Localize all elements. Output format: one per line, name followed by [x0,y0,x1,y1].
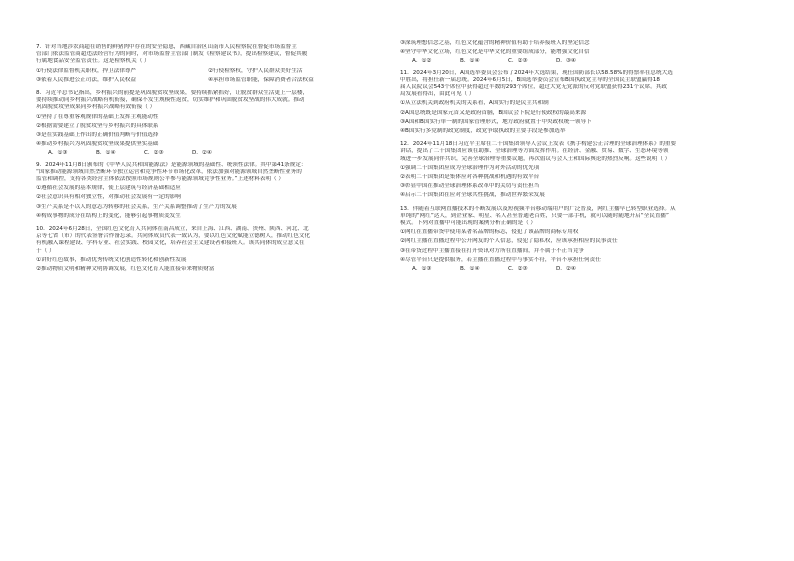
question-stem-line: 有机融入课程建设、学科专业、社会实践、校园文化，培养社会主义建设者和接班人。该共同体的成立意义在 [36,240,305,247]
question-stem-line: 届人民院议会543个席位中获得超过半数的293个席位，超过大党无党派的反对党联盟获得231个议席。其政 [400,84,667,91]
answer-choice[interactable]: D．③④ [556,58,576,65]
statement-option: ③生产关系是不以人的意志为转移的社会关系，生产关系调整推动了生产力的发展 [36,203,237,210]
statement-option: ③彰显中国在推动全球治理体系改革中的关切与责任担当 [400,183,540,190]
statement-option: ④B国实行多党制的政党制度，政党争取执政的主要手段是参加选举 [400,128,566,135]
answer-choices [36,150,391,157]
answer-choices [400,266,755,273]
question-stem-line: 行属地食品安全监管责任。这是检察机关（ ） [36,58,150,65]
right-column [400,40,755,273]
question-stem-line: 局发展看得出，由此可见（ ） [400,91,475,98]
question-stem-line: 11．2024年3月20日，A国选举委员会公布了2024年大选结果，现任国防部长以58.58%的得票率在总统大选 [400,69,673,76]
statement-option: ③是在实践基础上作出的正确价值判断与价值选择 [36,132,159,139]
answer-choice[interactable]: C．②③ [144,150,164,157]
question-stem-line: 巩固脱贫攻坚成果同乡村振兴战略有效衔接（ ） [36,104,156,111]
answer-choice[interactable]: C．②③ [508,58,528,65]
statement-option: ②A国总统既是国家元首又是政府首脑，B国议会下院是行使政权的最高来源 [400,109,587,116]
statement-option: ③依着人民推进公正司法，维护人民权益 [36,76,137,83]
answer-choices [400,58,755,65]
statement-option: ①讲好红色故事，推动优秀传统文化创造性转化和创新性发展 [36,256,187,263]
question-stem-line: 京等七省（市）的代表签署合作备忘录。共同体成员代表一致认为，要以红色文化赋能立德树人，推动红色文化 [36,233,311,240]
statement-option-row [36,77,391,84]
statement-option: ②表明二十国集团是集体应对各种挑战和机遇的有效平台 [400,174,540,181]
question-stem-line: 12．2024年11月18日习近平主席在二十国集团领导人会议上发表《携手构建公正合理的全球治理体系》的重要 [400,141,677,148]
statement-option: ①从立法机关到政府机关的关系看，A国实行的是民主共和制 [400,100,549,107]
statement-option: ④坚守中华文化立场，红色文化是中华文化的重要组成部分，能增强文化自信 [400,49,590,56]
question-stem-line: 于（ ） [36,247,55,254]
statement-option: ④尽管平台只是提供服务，若主播在直播过程中与事实不符，平台不承担任何责任 [400,256,601,263]
question-stem-line: 模式。下列对直播中可能出现的案例分析正确的是（ ） [400,220,537,227]
question-stem-line: 中胜出，将担任新一届总统。2024年6月5日，B国选举委员会宣布B国执政党主导的全国民主联盟赢得18 [400,76,660,83]
statement-option: ③在带货过程中主播直接在打开资讯对方所在直播间，并不属于不正当竞争 [400,247,585,254]
question-stem-line: 10．2024年6月28日，全国红色文化育人共同体在南昌成立，来自上海、江西、湖南、贵州、陕西、河北、北 [36,226,309,233]
question-stem-line: “国家推动能源领域自然垄断环节独立运营和竞争性环节市场化改革，依法加强对能源领域自然垄断性业务的 [36,168,302,175]
answer-choice[interactable]: A．①③ [412,266,432,273]
left-column [36,40,391,275]
answer-choice[interactable]: B．①④ [460,58,480,65]
statement-option: ④推动乡村振兴为巩固脱贫攻坚成果提供坚实基础 [36,141,159,148]
question-stem-line: 9．2024年11月8日颁布的《中华人民共和国能源法》是能源领域的基础性、统领性法律。其中第41条规定： [36,161,307,168]
statement-option: ①网红在直播带货中使用某著名品牌的标志，侵犯了该品牌的商标专用权 [400,229,579,236]
question-stem-line: 域进一步发展同伴共识，完善全球治理等重要议题，再次倡议与会人士和国际舆论的热烈反响。这些说明（ ） [400,155,671,162]
statement-option: ②网红主播在直播过程中公开网友的个人信息，侵犯了隐私权，应该承担相应的民事责任 [400,238,618,245]
statement-option-row [36,68,391,75]
statement-option: ②行使检察权，守护人民群众美好生活 [208,67,303,74]
statement-option: ①行使法律监督机关职权，捍卫法律尊严 [36,67,137,74]
answer-choice[interactable]: B．①④ [460,266,480,273]
statement-option: ③深筑理想信念之基，红色文化蕴含的精神价值有助于培养接班人的坚定信念 [400,40,590,46]
statement-option: ②推动物质文明和精神文明协调发展，红色文化育人能直接带来物质财富 [36,266,215,273]
statement-option: ②社会意识具有相对独立性，对推动社会发展有一定的影响 [36,194,181,201]
answer-choice[interactable]: A．①② [412,58,432,65]
statement-option: ④构成事物的成分在结构上的变化，能够引起事物质変发生 [36,212,181,219]
question-stem-line: 7．针对当地涉农商超在销售的鲜猪肉中存在的安全隐患，西藏自治区山南市人民检察院在督促市场监督主 [36,44,297,50]
question-stem-line: 讲话，提出了二十国集团应该在助推、全球治理等方面发挥作用。在经济、金融、贸易、数字、生态环境等领 [400,148,669,155]
option-spacer [36,273,391,275]
answer-choice[interactable]: B．①④ [96,150,116,157]
statement-option: ①坚持了在尊重客观规律的基础上发挥主观能动性 [36,113,159,120]
question-stem-line: 监管和调控，支持各类经营主体依法按照市场规则公平参与能源领域竞争性业务。”上述材料表明（ ） [36,176,285,183]
statement-option: ①强调二十国集团应成为全球治理作为对外活动的优先项 [400,164,540,171]
statement-option: ④启示二十国集团在应对全球共性挑战，推动世界繁荣发展 [400,192,545,199]
answer-choice[interactable]: A．①③ [48,150,68,157]
statement-option: ④承担市场监管职能，保障消费者合法权益 [208,76,314,83]
answer-choice[interactable]: D．②④ [556,266,576,273]
statement-option: ②根据需要建立了脱贫攻坚与乡村振兴的具体联系 [36,122,159,129]
question-stem-line: 要持续推动同乡村振兴战略有机衔接，确保不发生规模性返贫，切实维护和巩固脱贫攻坚战的伟大成就。推动 [36,97,305,104]
answer-choice[interactable]: D．②④ [192,150,212,157]
question-stem-line: 管部门依法监管商超违法经营行为的同时，对市场监督主管部门制发《检察建议书》，提出检察建议，督促其履 [36,51,308,58]
statement-option: ①遵循社会发展的基本规律，使上层建筑与经济基础相适应 [36,185,181,192]
question-stem-line: 13．伴随着互联网直播技术的不断发展以及短视频平台移动端用户的广泛普及，网红主播早已转型职业选择。从 [400,205,676,212]
answer-choice[interactable]: C．②③ [508,266,528,273]
statement-option: ③A国和B国实行单一制的国家管理形式，地方政府就置于中央政权统一领导下 [400,118,592,125]
question-stem-line: 单纯的“网红”达人，到企业家、明星、名人甚至普通老百姓，只要一部手机，就可以随时随地开启“全民直播” [400,212,669,219]
question-stem-line: 8．习近平总书记指出，乡村振兴的前提是巩固脱贫攻坚成果，要持续抓紧抓好，让脱贫群众生活更上一层楼， [36,90,309,97]
